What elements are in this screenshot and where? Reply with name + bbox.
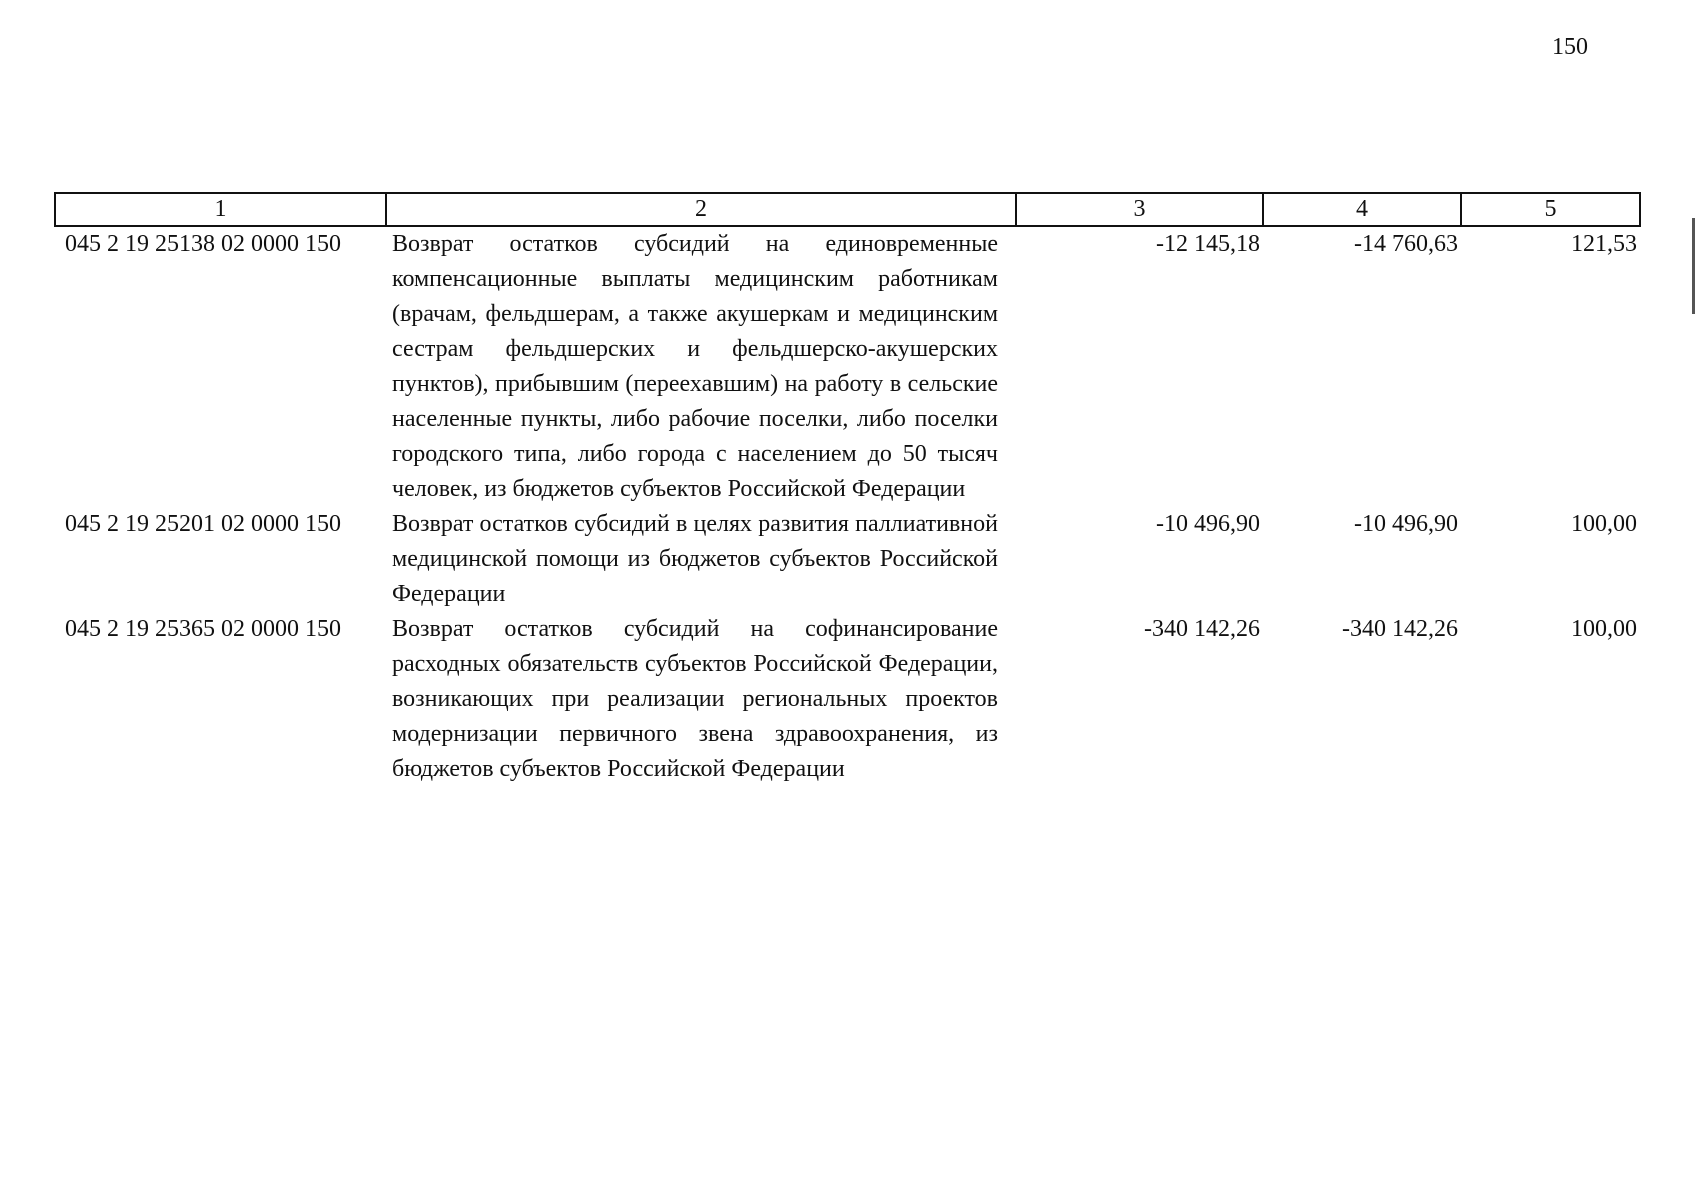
value-col-5: 100,00 (1571, 511, 1637, 537)
header-row (55, 193, 1640, 226)
header-col-4: 4 (1263, 193, 1461, 226)
budget-code: 045 2 19 25138 02 0000 150 (65, 231, 341, 257)
table-header (55, 193, 1640, 226)
header-col-1: 1 (55, 193, 386, 226)
table-row (55, 507, 1640, 612)
value-col-4: -10 496,90 (1354, 511, 1458, 537)
income-description: Возврат остатков субсидий на софинансирование расходных обязательств субъектов Российской Федерации, возникающих при реализации региональных проектов модернизации первичного звена здравоохранения, из бюджетов субъектов Российской Федерации (392, 616, 998, 782)
table-body (55, 226, 1640, 787)
value-col-5: 121,53 (1571, 231, 1637, 257)
header-col-5: 5 (1461, 193, 1640, 226)
value-col-3: -10 496,90 (1156, 511, 1260, 537)
value-col-4: -340 142,26 (1342, 616, 1458, 642)
income-description: Возврат остатков субсидий на единовременные компенсационные выплаты медицинским работникам (врачам, фельдшерам, а также акушеркам и медицинским сестрам фельдшерских и фельдшерско-акушерских пунктов), прибывшим (переехавшим) на работу в сельские населенные пункты, либо рабочие поселки, либо поселки городского типа, либо города с населением до 50 тысяч человек, из бюджетов субъектов Российской Федерации (392, 231, 998, 502)
budget-code: 045 2 19 25201 02 0000 150 (65, 511, 341, 537)
budget-table (54, 192, 1641, 787)
header-col-2: 2 (386, 193, 1016, 226)
value-col-5: 100,00 (1571, 616, 1637, 642)
table-row (55, 226, 1640, 507)
header-col-3: 3 (1016, 193, 1263, 226)
value-col-4: -14 760,63 (1354, 231, 1458, 257)
page-number: 150 (1552, 34, 1588, 60)
budget-code: 045 2 19 25365 02 0000 150 (65, 616, 341, 642)
value-col-3: -12 145,18 (1156, 231, 1260, 257)
value-col-3: -340 142,26 (1144, 616, 1260, 642)
scan-edge-mark (1692, 218, 1695, 314)
income-description: Возврат остатков субсидий в целях развития паллиативной медицинской помощи из бюджетов субъектов Российской Федерации (392, 511, 998, 607)
table-row (55, 612, 1640, 787)
